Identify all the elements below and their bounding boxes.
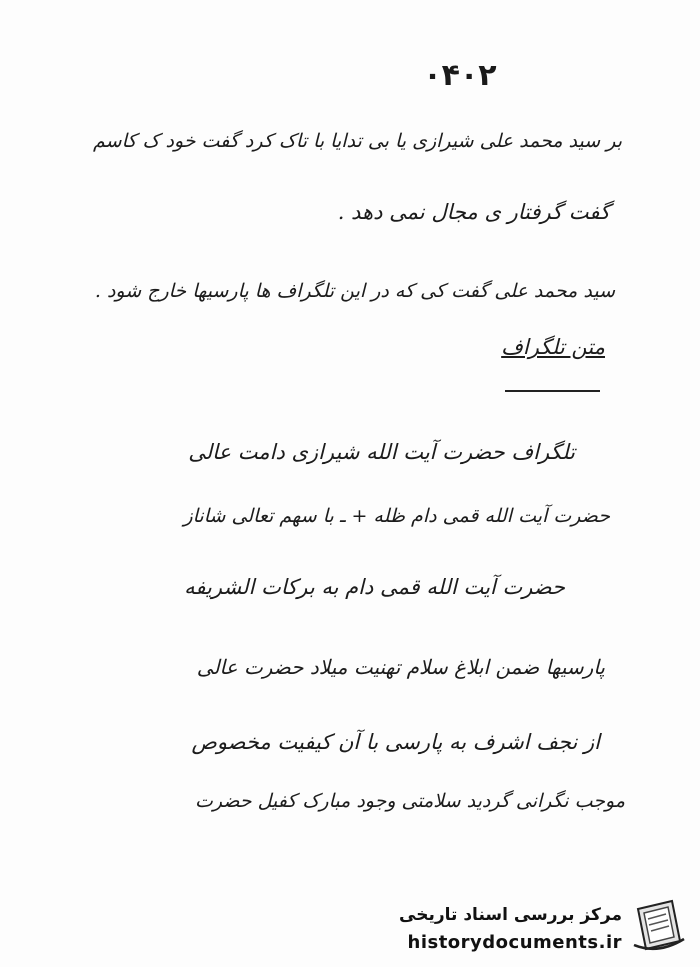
handwritten-line: حضرت آیت الله قمی دام ظله + ـ با سهم تعالی شاناز <box>183 505 610 527</box>
archive-logo-icon <box>628 895 690 957</box>
handwritten-line-heading: متن تلگراف <box>501 335 605 359</box>
handwritten-line: تلگراف حضرت آیت الله شیرازی دامت عالی <box>188 440 575 464</box>
handwritten-line: گفت گرفتار ی مجال نمی دهد . <box>337 200 610 224</box>
handwritten-line: پارسیها ضمن ابلاغ سلام تهنیت میلاد حضرت عالی <box>196 655 605 679</box>
section-divider <box>505 390 600 392</box>
archive-website: historydocuments.ir <box>407 932 622 953</box>
archive-name: مرکز بررسی اسناد تاریخی <box>399 905 622 925</box>
handwritten-line: از نجف اشرف به پارسی با آن کیفیت مخصوص <box>191 730 600 754</box>
handwritten-line: حضرت آیت الله قمی دام به برکات الشریفه <box>184 575 565 599</box>
handwritten-line: بر سید محمد علی شیرازی یا بی تدایا با تاک کرد گفت خود ک کاسم <box>93 130 622 152</box>
page-number: ۰۴۰۲ <box>423 58 497 93</box>
handwritten-line: سید محمد علی گفت کی که در این تلگراف ها پارسیها خارج شود . <box>94 280 615 302</box>
handwritten-line: موجب نگرانی گردید سلامتی وجود مبارک کفیل حضرت <box>194 790 625 812</box>
